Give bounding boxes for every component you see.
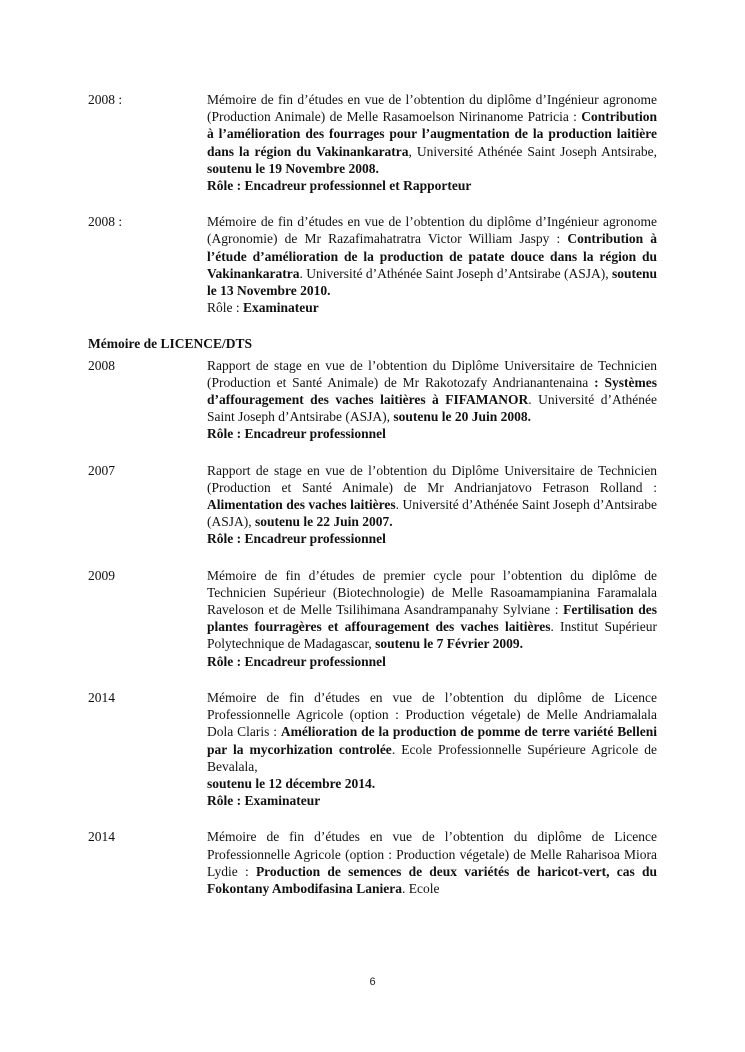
role-text: Examinateur [243, 300, 319, 316]
entry-bold-text: Alimentation des vaches laitières [207, 497, 396, 513]
entry-text: . Université d’Athénée Saint Joseph d’Antsirabe (ASJA), [207, 497, 658, 530]
entry-description [207, 357, 657, 443]
section-heading-licence: Mémoire de LICENCE/DTS [88, 336, 252, 352]
entry-description [207, 828, 657, 897]
entry-text: . Institut Supérieur Polytechnique de Madagascar, [207, 619, 657, 652]
entry-bold-text: soutenu le 22 Juin 2007. [255, 514, 393, 530]
entry-text: Rapport de stage en vue de l’obtention du Diplôme Universitaire de Technicien (Production et Santé Animale) de Mr Andrianjatovo Fetrason Rolland : [207, 462, 657, 495]
entry-text: . Université d’Athénée Saint Joseph d’Antsirabe (ASJA), [207, 392, 657, 425]
entry-bold-text: Contribution à l’amélioration des fourrages pour l’augmentation de la production laitière dans la région du Vakinankaratra [207, 109, 657, 159]
thesis-entry [88, 689, 657, 809]
entry-text: Mémoire de fin d’études en vue de l’obtention du diplôme d’Ingénieur agronome (Production Animale) de Melle Rasamoelson Nirinanome Patricia : [207, 92, 657, 125]
entry-role [207, 792, 657, 809]
entry-text: . Ecole [402, 880, 440, 896]
role-text: Rôle : Encadreur professionnel [207, 531, 386, 547]
entry-description [207, 462, 657, 548]
entry-role [207, 177, 657, 194]
entry-role [207, 653, 657, 670]
entry-bold-text: soutenu le 12 décembre 2014. [207, 775, 376, 791]
entry-bold-text: soutenu le 20 Juin 2008. [393, 409, 532, 425]
entry-description [207, 91, 657, 194]
engineer-thesis-list [88, 91, 657, 316]
entry-bold-text: Fertilisation des plantes fourragères et affouragement des vaches laitières [207, 602, 657, 635]
entry-bold-text: soutenu le 7 Février 2009. [375, 636, 524, 652]
entry-bold-text: : Systèmes d’affouragement des vaches laitières à FIFAMANOR [207, 374, 657, 408]
entry-text: . Université d’Athénée Saint Joseph d’Antsirabe (ASJA), [299, 265, 612, 281]
thesis-entry [88, 567, 657, 670]
entry-text: Mémoire de fin d’études en vue de l’obtention du diplôme de Licence Professionnelle Agricole (option : Production végetale) de Melle Andriamalala Dola Claris : [207, 689, 657, 740]
entry-year: 2009 [88, 567, 115, 583]
entry-bold-text: Contribution à l’étude d’amélioration de la production de patate douce dans la région du Vakinankaratra [207, 231, 657, 281]
thesis-entry [88, 213, 657, 316]
entry-description [207, 567, 657, 670]
thesis-entry [88, 462, 657, 548]
entry-description [207, 689, 657, 809]
entry-year: 2008 : [88, 214, 123, 230]
entry-text: . Ecole Professionnelle Supérieure Agricole de Bevalala, [207, 741, 657, 774]
entry-bold-text: Production de semences de deux variétés de haricot-vert, cas du Fokontany Ambodifasina Laniera [207, 863, 657, 896]
entry-role [207, 299, 657, 316]
entry-bold-text: soutenu le 19 Novembre 2008. [207, 160, 379, 176]
entry-text: Mémoire de fin d’études en vue de l’obtention du diplôme d’Ingénieur agronome (Agronomie) de Mr Razafimahatratra Victor William Jaspy : [207, 214, 657, 247]
entry-bold-text: Amélioration de la production de pomme de terre variété Belleni par la mycorhization controlée [207, 724, 657, 757]
entry-year: 2007 [88, 462, 115, 478]
thesis-entry [88, 828, 657, 897]
entry-year: 2008 [88, 357, 115, 373]
page-number: 6 [369, 976, 376, 988]
thesis-entry [88, 357, 657, 443]
entry-role [207, 530, 657, 547]
role-text: Rôle : Examinateur [207, 793, 321, 809]
entry-text: , Université Athénée Saint Joseph Antsirabe, [408, 143, 657, 159]
entry-text: Rapport de stage en vue de l’obtention du Diplôme Universitaire de Technicien (Production et Santé Animale) de Mr Rakotozafy Andrianantenaina [207, 357, 657, 390]
entry-text: Mémoire de fin d’études en vue de l’obtention du diplôme de Licence Professionnelle Agricole (option : Production végetale) de Melle Raharisoa Miora Lydie : [207, 829, 657, 879]
entry-year: 2014 [88, 829, 115, 845]
entry-role [207, 425, 657, 442]
thesis-entry [88, 91, 657, 194]
entry-bold-text: soutenu le 13 Novembre 2010. [207, 265, 657, 299]
document-page [88, 91, 657, 916]
entry-text: Mémoire de fin d’études de premier cycle pour l’obtention du diplôme de Technicien Supérieur (Biotechnologie) de Melle Rasoamampianina Faramalala Raveloson et de Melle Tsilihimana Asandrampanahy Sylviane : [207, 567, 657, 618]
role-text: Rôle : Encadreur professionnel et Rapporteur [207, 178, 472, 194]
entry-description [207, 213, 657, 316]
role-text: Rôle : Encadreur professionnel [207, 653, 386, 669]
role-text: Rôle : Encadreur professionnel [207, 426, 386, 442]
entry-year: 2014 [88, 689, 115, 705]
licence-thesis-list [88, 357, 657, 897]
role-text: Rôle : [207, 300, 243, 316]
entry-year: 2008 : [88, 92, 123, 107]
